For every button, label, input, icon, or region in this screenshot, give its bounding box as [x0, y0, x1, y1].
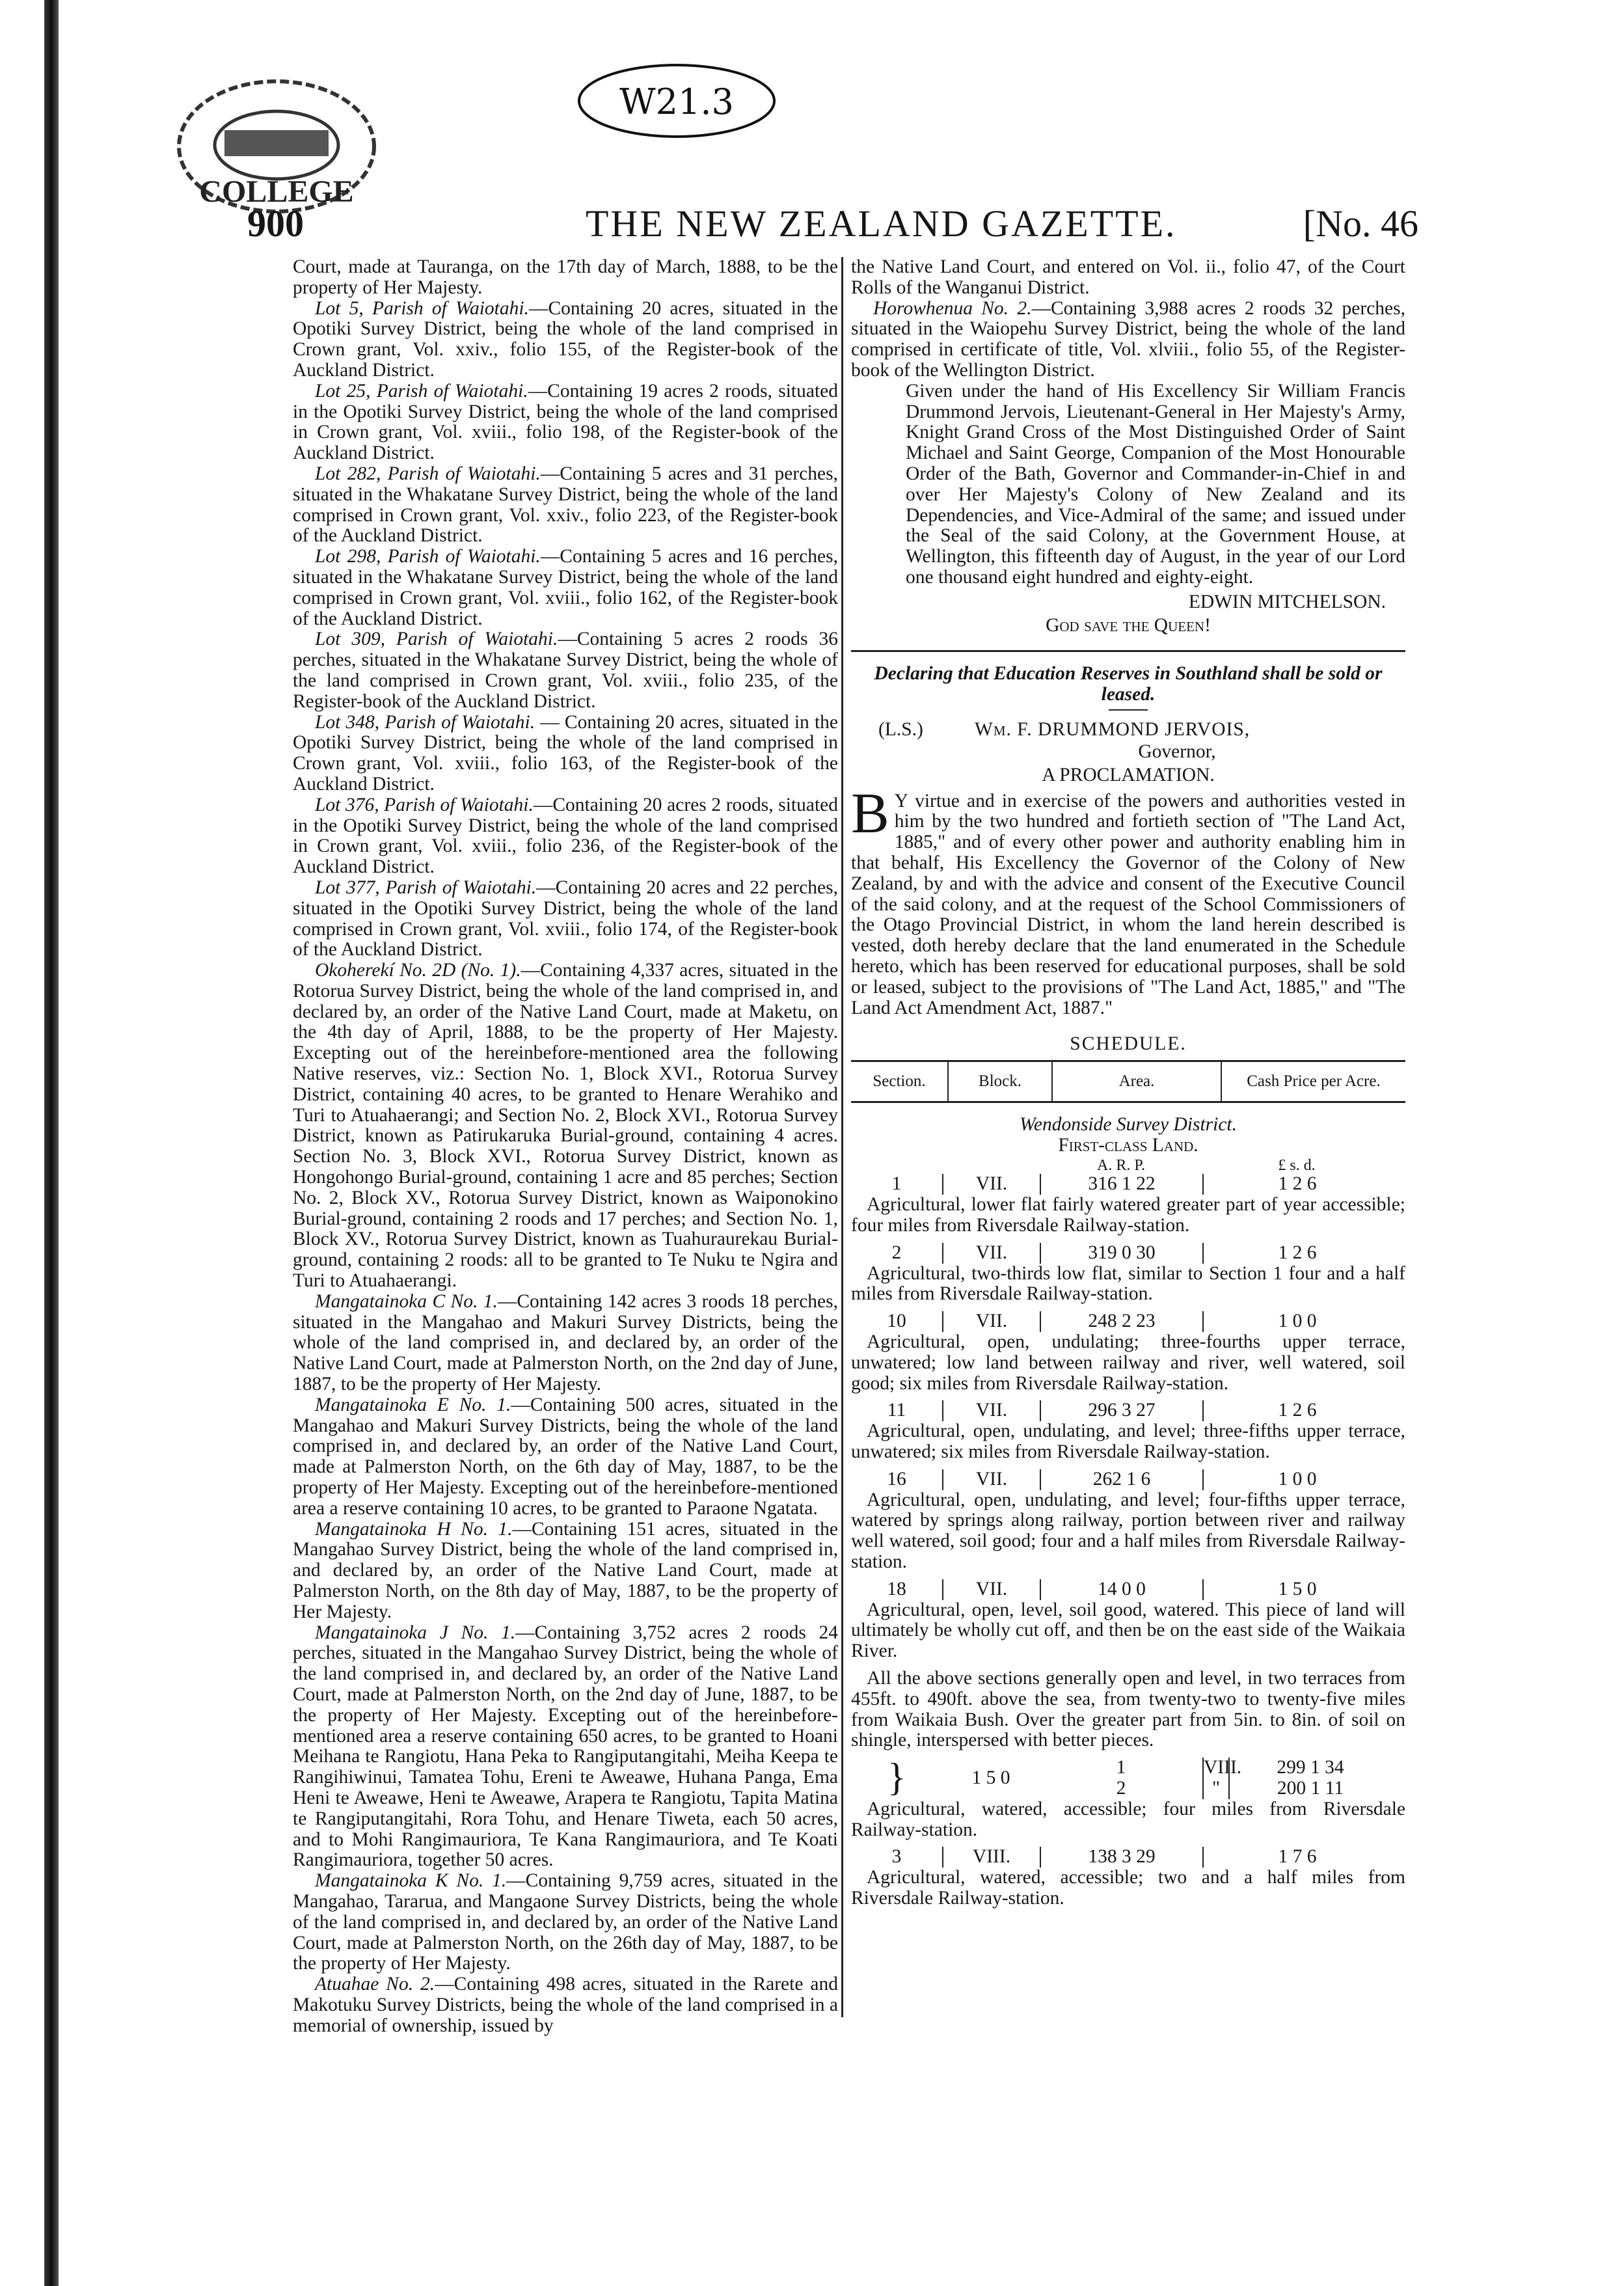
row-description: Agricultural, open, undulating, and level; four-fifths upper terrace, watered by springs along railway, portion between river and railway well watered, soil good; four and a half miles from Riversdale Railway-station. [851, 1489, 1405, 1573]
lot-text: —Containing 142 acres 3 roods 18 perches, situated in the Mangahao and Makuri Survey Districts, being the whole of the land comprised in, and declared by, an order of the Native Land Court, made at Palmerston North, on the 2nd day of June, 1887, to be the property of Her Majesty. [293, 1290, 838, 1395]
cell-section: 11 [887, 1400, 906, 1421]
schedule-row [851, 1243, 1405, 1264]
area-units: A. R. P. [1096, 1157, 1146, 1175]
brace-mark: } [887, 1756, 906, 1799]
cell-section: 3 [891, 1846, 902, 1868]
land-description-paragraph [293, 547, 838, 629]
cell-section: 1 [891, 1173, 902, 1195]
proclamation-title: A PROCLAMATION. [1042, 764, 1215, 785]
schedule-row [851, 1579, 1405, 1600]
lot-heading: Mangatainoka K No. 1. [315, 1870, 507, 1892]
governor-title: Governor, [1138, 741, 1216, 762]
row-description: Agricultural, open, undulating; three-fourths upper terrace, unwatered; low land between railway and river, well watered, soil good; six miles from Riversdale Railway-station. [851, 1331, 1405, 1394]
cell-section: 1 [1116, 1757, 1126, 1778]
lot-text: —Containing 20 acres, situated in the Opotiki Survey District, being the whole of the land comprised in Crown grant, Vol. xxiv., folio 155, of the Register-book of the Auckland District. [293, 297, 838, 381]
land-description-paragraph [293, 795, 838, 878]
lot-text: —Containing 4,337 acres, situated in the Rotorua Survey District, being the whole of the land comprised in, and declared by, an order of the Native Land Court, made at Maketu, on the 4th day of April, 1888, to be the property of Her Majesty. Excepting out of the hereinbefore-mentioned area the following Native reserves, viz.: Section No. 1, Block XVI., Rotorua Survey District, containing 40 acres, to be granted to Henare Werahiko and Turi to Atuahaerangi; and Section No. 2, Block XVI., Rotorua Survey District, known as Patirukaruka Burial-ground, containing 4 acres. Section No. 3, Block XVI., Rotorua Survey District, known as Hongohongo Burial-ground, containing 1 acre and 85 perches; Section No. 2, Block XV., Rotorua Survey District, known as Waiponokino Burial-ground, containing 2 roods and 17 perches; and Section No. 1, Block XV., Rotorua Survey District, known as Tuahuraurekau Burial-ground, containing 2 roods: all to be granted to Te Nuku te Ngira and Turi to Atuahaerangi. [293, 960, 838, 1292]
general-note: All the above sections generally open and level, in two terraces from 455ft. to 490ft. above the sea, from twenty-two to twenty-five miles from Waikaia Bush. Over the greater part from 5in. to 8in. of soil on shingle, interspersed with better pieces. [851, 1668, 1405, 1751]
lot-heading: Lot 377, Parish of Waiotahi. [315, 877, 537, 898]
section-rule [851, 650, 1405, 652]
cell-area: 138 3 29 [1040, 1847, 1202, 1868]
lot-heading: Lot 5, Parish of Waiotahi. [315, 297, 529, 319]
price-units: £ s. d. [1278, 1157, 1316, 1175]
land-description-paragraph [293, 1292, 838, 1395]
land-description-paragraph [293, 299, 838, 381]
lot-heading: Mangatainoka C No. 1. [315, 1290, 498, 1312]
handwritten-reference-note [573, 52, 787, 150]
lot-text: —Containing 5 acres and 16 perches, situated in the Whakatane Survey District, being the whole of the land comprised in Crown grant, Vol. xviii., folio 162, of the Register-book of the Auckland District. [293, 546, 838, 629]
units-row [851, 1157, 1405, 1174]
row-description: Agricultural, lower flat fairly watered greater part of year accessible; four miles from Riversdale Railway-station. [851, 1194, 1405, 1236]
cell-area: 262 1 6 [1040, 1469, 1202, 1490]
header-section: Section. [851, 1061, 948, 1102]
proclamation-body [851, 782, 1405, 1019]
cell-price: 1 2 6 [1202, 1174, 1391, 1195]
lot-text: —Containing 498 acres, situated in the Rarete and Makotuku Survey Districts, being the whole of the land comprised in a memorial of ownership, issued by [293, 1974, 838, 2036]
cell-section: 2 [891, 1242, 902, 1263]
land-description-paragraph [293, 629, 838, 712]
lot-text: —Containing 500 acres, situated in the Mangahao and Makuri Survey Districts, being the whole of the land comprised in, and declared by, an order of the Native Land Court, made at Palmerston North, on the 6th day of May, 1887, to be the property of Her Majesty. Excepting out of the hereinbefore-mentioned area a reserve containing 10 acres, to be granted to Paraone Ngatata. [293, 1394, 838, 1519]
continuation-paragraph: the Native Land Court, and entered on Vol. ii., folio 47, of the Court Rolls of the Wanganui District. [851, 256, 1405, 298]
lot-heading: Lot 309, Parish of Waiotahi. [315, 629, 558, 650]
cell-price: 1 5 0 [971, 1767, 1010, 1789]
lot-heading: Mangatainoka J No. 1. [315, 1622, 516, 1643]
lot-heading: Lot 376, Parish of Waiotahi. [315, 794, 534, 815]
schedule-table-header [851, 1060, 1405, 1103]
scan-binding-edge [44, 0, 59, 2286]
cell-block: VIII. [942, 1847, 1040, 1868]
cell-price: 1 2 6 [1202, 1400, 1391, 1421]
cell-area: 296 3 27 [1040, 1400, 1202, 1421]
land-description-paragraph [293, 1519, 838, 1623]
svg-text:W21.3: W21.3 [619, 81, 734, 122]
cell-section: 10 [887, 1311, 906, 1332]
left-column [293, 257, 838, 2037]
cell-block: VII. [942, 1469, 1040, 1490]
proclamation-text: Y virtue and in exercise of the powers and authorities vested in him by the two hundred and fortieth section of "The Land Act, 1885," and of every other power and authority enabling him in that behalf, His Excellency the Governor of the Colony of New Zealand, by and with the advice and consent of the Executive Council of the said colony, and at the request of the School Commissioners of the Otago Provincial District, in whom the land herein described is vested, doth hereby declare that the land enumerated in the Schedule hereto, which has been reserved for educational purposes, shall be sold or leased, subject to the provisions of "The Land Act, 1885," and "The Land Act Amendment Act, 1887." [851, 790, 1405, 1018]
cell-section: 16 [887, 1468, 906, 1490]
land-class: First-class Land. [1058, 1134, 1198, 1156]
schedule-row [851, 1847, 1405, 1868]
cell-block: VII. [942, 1311, 1040, 1332]
god-save-the-queen: God save the Queen! [1046, 614, 1211, 636]
proclamation-heading: Declaring that Education Reserves in Southland shall be sold or leased. [874, 663, 1383, 705]
cell-block: VII. [942, 1174, 1040, 1195]
row-description: Agricultural, open, level, soil good, watered. This piece of land will ultimately be wholly cut off, and then be on the east side of the Waikaia River. [851, 1599, 1405, 1662]
lot-heading: Lot 25, Parish of Waiotahi. [315, 380, 528, 401]
drop-cap: B [851, 782, 889, 845]
header-area: Area. [1052, 1061, 1221, 1102]
schedule-rows [851, 1174, 1405, 1662]
land-description-paragraph [293, 257, 838, 299]
page-number: 900 [247, 202, 304, 245]
lot-heading: Lot 348, Parish of Waiotahi. [315, 711, 535, 733]
issue-number: [No. 46 [1303, 202, 1418, 245]
lot-heading: Okoherekí No. 2D (No. 1). [315, 960, 521, 981]
lot-text: — Containing 20 acres, situated in the Opotiki Survey District, being the whole of the land comprised in Crown grant, Vol. xviii., folio 163, of the Register-book of the Auckland District. [293, 711, 839, 795]
cell-area: 299 1 34 [1228, 1758, 1391, 1778]
seal-mark: (L.S.) [878, 718, 923, 740]
land-description-paragraph [293, 713, 838, 795]
survey-district: Wendonside Survey District. [1019, 1113, 1237, 1135]
paired-schedule-row [851, 1758, 1405, 1799]
schedule-title: SCHEDULE. [1070, 1033, 1187, 1055]
governor-name: Wm. F. DRUMMOND JERVOIS, [975, 718, 1251, 740]
cell-block: VII. [942, 1243, 1040, 1264]
row-description: Agricultural, watered, accessible; four miles from Riversdale Railway-station. [851, 1798, 1405, 1840]
schedule-row [851, 1311, 1405, 1332]
lot-heading: Lot 282, Parish of Waiotahi. [315, 463, 541, 484]
cell-area: 248 2 23 [1040, 1311, 1202, 1332]
cell-section: 2 [1116, 1778, 1126, 1799]
gazette-title: THE NEW ZEALAND GAZETTE. [586, 202, 1177, 245]
lot-heading: Atuahae No. 2. [315, 1974, 435, 1995]
cell-area: 316 1 22 [1040, 1174, 1202, 1195]
lot-text: —Containing 3,752 acres 2 roods 24 perches, situated in the Mangahao Survey District, being the whole of the land comprised in, and declared by, an order of the Native Land Court, made at Palmerston North, on the 2nd day of June, 1887, to be the property of Her Majesty. Excepting out of the hereinbefore-mentioned area a reserve containing 650 acres, to be granted to Hoani Meihana te Rangiotu, Hana Peka to Rangiputangitahi, Meiha Keepa te Rangihiwinui, Tamatea Tohu, Ereni te Aweawe, Huhana Panga, Ema Heni te Aweawe, Heni te Aweawe, Arapera te Rangiotu, Tapita Matina te Rangiputangitahi, Rora Tohu, and Henare Tiweta, each 50 acres, and to Mohi Rangimauriora, Te Kana Rangimauriora, and Te Koati Rangimauriora, together 50 acres. [293, 1622, 838, 1871]
cell-price: 1 2 6 [1202, 1243, 1391, 1264]
lot-text: —Containing 20 acres and 22 perches, situated in the Opotiki Survey District, being the whole of the land comprised in Crown grant, Vol. xviii., folio 174, of the Register-book of the Auckland District. [293, 877, 838, 960]
cell-price: 1 0 0 [1202, 1469, 1391, 1490]
lot-text: Court, made at Tauranga, on the 17th day of March, 1888, to be the property of Her Majesty. [293, 256, 838, 298]
cell-price: 1 7 6 [1202, 1847, 1391, 1868]
given-under-block [906, 381, 1405, 588]
schedule-row [851, 1174, 1405, 1195]
given-under-text: Given under the hand of His Excellency Sir William Francis Drummond Jervois, Lieutenant-General in Her Majesty's Army, Knight Grand Cross of the Most Distinguished Order of Saint Michael and Saint George, Companion of the Most Honourable Order of the Bath, Governor and Commander-in-Chief in and over Her Majesty's Colony of New Zealand and its Dependencies, and Vice-Admiral of the same; and issued under the Seal of the said Colony, at the Government House, at Wellington, this fifteenth day of August, in the year of our Lord one thousand eight hundred and eighty-eight. [906, 380, 1405, 588]
schedule-row [851, 1469, 1405, 1490]
lot-heading: Lot 298, Parish of Waiotahi. [315, 546, 541, 567]
cell-price: 1 5 0 [1202, 1579, 1391, 1600]
lot-text: —Containing 5 acres 2 roods 36 perches, situated in the Whakatane Survey District, being the whole of the land comprised in Crown grant, Vol. xviii., folio 235, of the Register-book of the Auckland District. [293, 629, 839, 712]
lot-heading: Mangatainoka H No. 1. [315, 1518, 513, 1540]
short-rule [1109, 709, 1148, 711]
land-description-paragraph [293, 464, 838, 547]
cell-block: VIII. [1204, 1757, 1242, 1778]
header-price: Cash Price per Acre. [1221, 1061, 1405, 1102]
row-description: Agricultural, two-thirds low flat, similar to Section 1 four and a half miles from Riversdale Railway-station. [851, 1262, 1405, 1305]
lot-text: —Containing 20 acres 2 roods, situated in the Opotiki Survey District, being the whole of the land comprised in Crown grant, Vol. xviii., folio 236, of the Register-book of the Auckland District. [293, 794, 838, 878]
land-description-paragraph [293, 1871, 838, 1974]
cell-block: VII. [942, 1400, 1040, 1421]
svg-text:COLLEGE: COLLEGE [199, 174, 354, 209]
lot-text: —Containing 5 acres and 31 perches, situated in the Whakatane Survey District, being the whole of the land comprised in Crown grant, Vol. xxiv., folio 223, of the Register-book of the Auckland District. [293, 463, 838, 547]
horowhenua-paragraph: Horowhenua No. 2.—Containing 3,988 acres 2 roods 32 perches, situated in the Waiopehu Survey District, being the whole of the land comprised in certificate of title, Vol. xlviii., folio 55, of the Register-book of the Wellington District. [851, 297, 1405, 381]
governor-line [851, 720, 1405, 742]
land-description-paragraph [293, 381, 838, 464]
cell-block: " [1202, 1778, 1228, 1799]
land-description-paragraph [293, 878, 838, 960]
lot-text: —Containing 19 acres 2 roods, situated in the Opotiki Survey District, being the whole of the land comprised in Crown grant, Vol. xviii., folio 198, of the Register-book of the Auckland District. [293, 380, 838, 464]
row-description: Agricultural, open, undulating, and level; three-fifths upper terrace, unwatered; six miles from Riversdale Railway-station. [851, 1421, 1405, 1463]
cell-block: VII. [942, 1579, 1040, 1600]
land-description-paragraph [293, 1395, 838, 1519]
lot-text: —Containing 151 acres, situated in the Mangahao Survey District, being the whole of the land comprised in, and declared by, an order of the Native Land Court, made at Palmerston North, on the 8th day of May, 1887, to be the property of Her Majesty. [293, 1518, 838, 1622]
row-description: Agricultural, watered, accessible; two and a half miles from Riversdale Railway-station. [851, 1867, 1405, 1909]
land-description-paragraph [293, 1623, 838, 1871]
right-column [851, 257, 1405, 1916]
cell-price: 1 0 0 [1202, 1311, 1391, 1332]
lot-heading: Mangatainoka E No. 1. [315, 1394, 511, 1415]
schedule-row [851, 1400, 1405, 1421]
land-description-paragraph [293, 960, 838, 1292]
header-block: Block. [948, 1061, 1052, 1102]
cell-area: 200 1 11 [1228, 1778, 1391, 1799]
lot-text: —Containing 9,759 acres, situated in the Mangahao, Tararua, and Mangaone Survey Districts, being the whole of the land comprised in, and declared by, an order of the Native Land Court, made at Palmerston North, on the 26th day of May, 1887, to be the property of Her Majesty. [293, 1870, 838, 1974]
land-description-paragraph [293, 1974, 838, 2036]
column-rule [841, 257, 843, 2017]
cell-area: 319 0 30 [1040, 1243, 1202, 1264]
gazette-masthead [247, 198, 1418, 257]
cell-section: 18 [887, 1578, 906, 1599]
signatory-name: EDWIN MITCHELSON. [1188, 591, 1386, 612]
cell-area: 14 0 0 [1040, 1579, 1202, 1600]
